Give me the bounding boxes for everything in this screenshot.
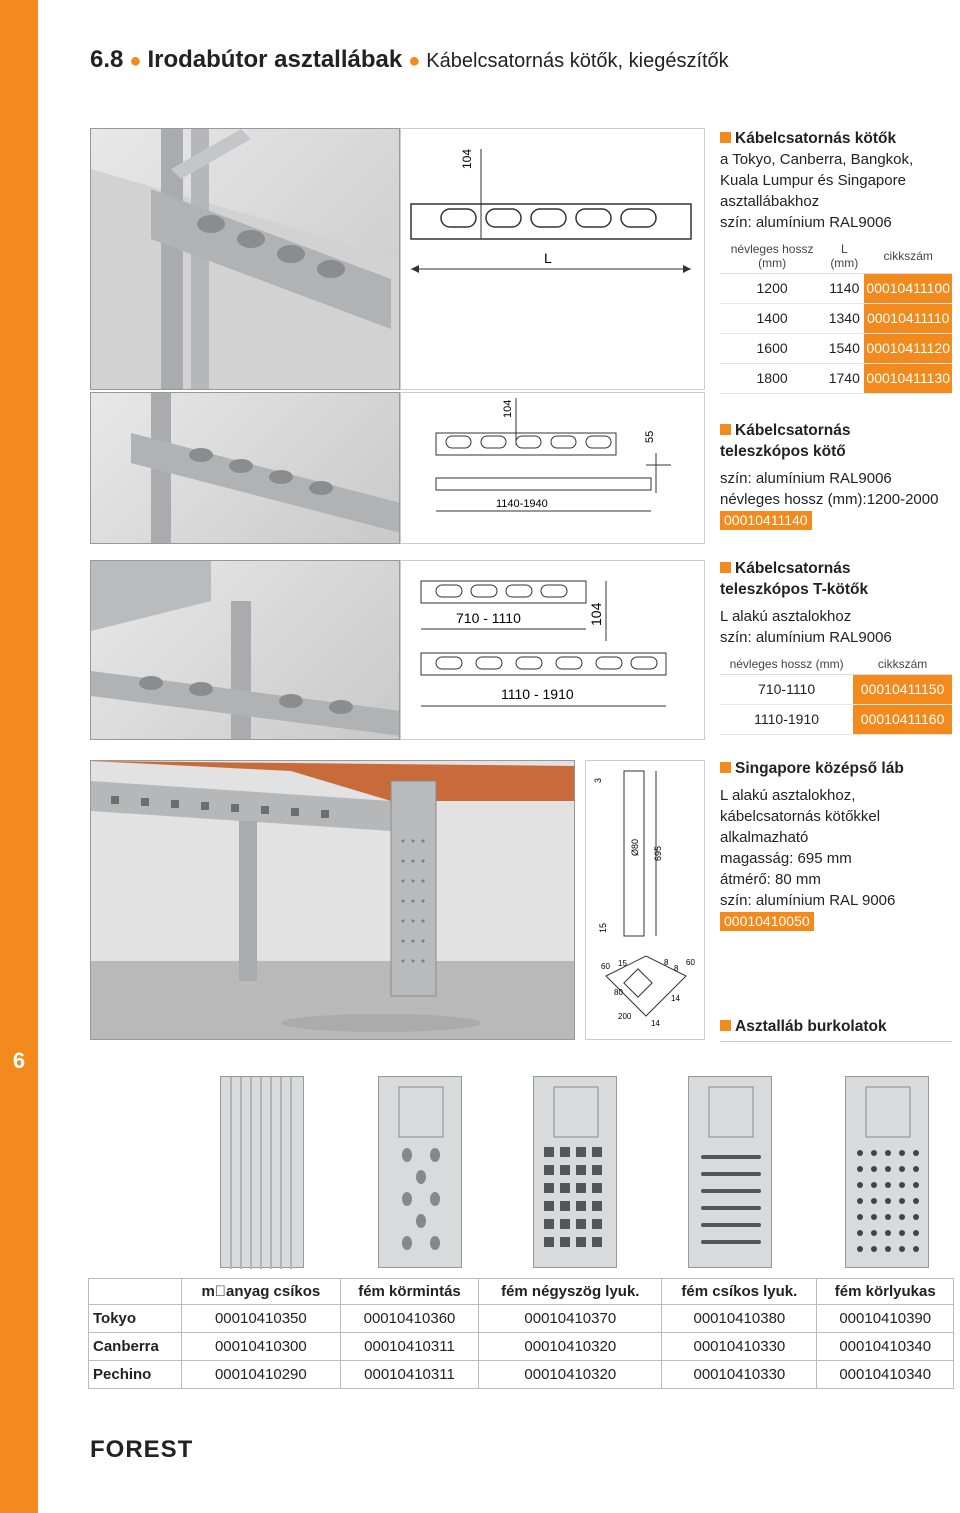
section-title: Kábelcsatornás (735, 560, 851, 577)
cover-plastic-striped (220, 1076, 304, 1268)
cover-metal-round-holes (845, 1076, 929, 1268)
section-title-2: teleszkópos T-kötők (720, 581, 869, 598)
dim-c: 8 (664, 958, 669, 967)
table-row: Canberra 00010410300 00010410311 00010410320 00010410330 00010410340 (89, 1333, 954, 1361)
diameter-line: átmérő: 80 mm (720, 871, 821, 888)
telescopic-drawing (400, 392, 705, 544)
section-title: Kábelcsatornás kötők (735, 130, 897, 147)
side-bar (0, 0, 38, 1513)
desc-line: L alakú asztalokhoz, (720, 787, 856, 804)
telescopic-photo (90, 392, 400, 544)
color-line: szín: alumínium RAL 9006 (720, 892, 896, 909)
table-row: 710-1110 00010411150 (720, 675, 952, 705)
col-header: m anyag csíkos (181, 1279, 340, 1305)
desc-line: kábelcsatornás kötőkkel (720, 808, 881, 825)
dim-h: 14 (651, 1019, 660, 1028)
table-row: 1400 1340 00010411110 (720, 304, 952, 334)
dim-f: 80 (614, 988, 623, 997)
section-singapore-leg (720, 758, 952, 932)
dim-base: 15 (598, 922, 608, 933)
table-header-row (89, 1279, 954, 1305)
col-header: cikkszám (864, 239, 952, 274)
title-sub: Kábelcsatornás kötők, kiegészítők (426, 50, 729, 72)
t-connector-photo (90, 560, 400, 740)
square-bullet-icon (720, 1020, 731, 1031)
col-header: névleges hossz (mm) (720, 654, 853, 675)
dim-range: 1140-1940 (496, 498, 548, 510)
product-table (88, 1278, 954, 1389)
page-title (90, 46, 729, 74)
desc-line: a Tokyo, Canberra, Bangkok, (720, 151, 914, 168)
table-row: 1110-1910 00010411160 (720, 705, 952, 735)
section-telescopic (720, 420, 952, 531)
square-bullet-icon (720, 762, 731, 773)
desc-line: alkalmazható (720, 829, 809, 846)
dim-range-2: 1110 - 1910 (501, 686, 574, 702)
section-title-2: teleszkópos kötő (720, 443, 846, 460)
t-connector-drawing (400, 560, 705, 740)
spec-table (720, 239, 952, 394)
square-bullet-icon (720, 424, 731, 435)
section-title: Kábelcsatornás (735, 422, 851, 439)
table-row: 1200 1140 00010411100 (720, 274, 952, 304)
bullet-icon: ● (129, 50, 142, 72)
length-line: névleges hossz (mm):1200-2000 (720, 491, 939, 508)
cover-metal-slotted (688, 1076, 772, 1268)
section-title: Singapore középső láb (735, 760, 904, 777)
chapter-number: 6 (12, 1048, 26, 1073)
table-row: Tokyo 00010410350 00010410360 00010410370 00010410380 00010410390 (89, 1305, 954, 1333)
dim-height: 104 (502, 399, 514, 418)
bullet-icon: ● (408, 50, 421, 72)
dim-height: 104 (460, 148, 474, 169)
dim-g: 200 (618, 1012, 632, 1021)
spec-table (720, 654, 952, 735)
desc-line: Kuala Lumpur és Singapore (720, 172, 906, 189)
section-number: 6.8 (90, 46, 124, 73)
section-cable-connectors (720, 128, 952, 394)
col-header: L (mm) (824, 239, 864, 274)
col-header: fém körlyukas (817, 1279, 954, 1305)
dim-e: 60 (686, 958, 695, 967)
item-code: 00010411140 (720, 511, 812, 530)
height-line: magasság: 695 mm (720, 850, 852, 867)
dim-height: 104 (588, 602, 604, 626)
cover-metal-round-pattern (378, 1076, 462, 1268)
forest-logo: FOREST (90, 1436, 194, 1463)
table-row: Pechino 00010410290 00010410311 00010410320 00010410330 00010410340 (89, 1361, 954, 1389)
dim-d: 8 (674, 964, 679, 973)
col-header: cikkszám (853, 654, 952, 675)
square-bullet-icon (720, 562, 731, 573)
dim-range-1: 710 - 1110 (456, 610, 521, 626)
item-code: 00010410050 (720, 912, 814, 931)
col-header: névleges hossz (mm) (720, 239, 824, 274)
color-line: szín: alumínium RAL9006 (720, 214, 892, 231)
dim-length: L (544, 250, 552, 266)
title-main: Irodabútor asztallábak (147, 46, 403, 73)
dim-b: 15 (618, 959, 627, 968)
square-bullet-icon (720, 132, 731, 143)
color-line: szín: alumínium RAL9006 (720, 629, 892, 646)
singapore-leg-drawing (585, 760, 705, 1040)
color-line: szín: alumínium RAL9006 (720, 470, 892, 487)
dim-top: 3 (593, 777, 603, 783)
desc-line: asztallábakhoz (720, 193, 820, 210)
connector-drawing (400, 128, 705, 390)
table-row: 1800 1740 00010411130 (720, 364, 952, 394)
connector-photo (90, 128, 400, 390)
singapore-leg-photo (90, 760, 575, 1040)
dim-diameter: Ø80 (630, 838, 640, 856)
section-covers (720, 1016, 952, 1042)
section-title: Asztalláb burkolatok (735, 1018, 887, 1035)
cover-metal-square-holes (533, 1076, 617, 1268)
col-header: fém négyszög lyuk. (479, 1279, 662, 1305)
col-header: fém csíkos lyuk. (662, 1279, 817, 1305)
dim-i: 14 (671, 994, 680, 1003)
dim-gap: 55 (644, 430, 656, 443)
col-header: fém körmintás (340, 1279, 479, 1305)
section-t-connectors (720, 558, 952, 735)
table-row: 1600 1540 00010411120 (720, 334, 952, 364)
desc-line: L alakú asztalokhoz (720, 608, 852, 625)
dim-height: 695 (653, 845, 663, 861)
dim-a: 60 (601, 962, 610, 971)
